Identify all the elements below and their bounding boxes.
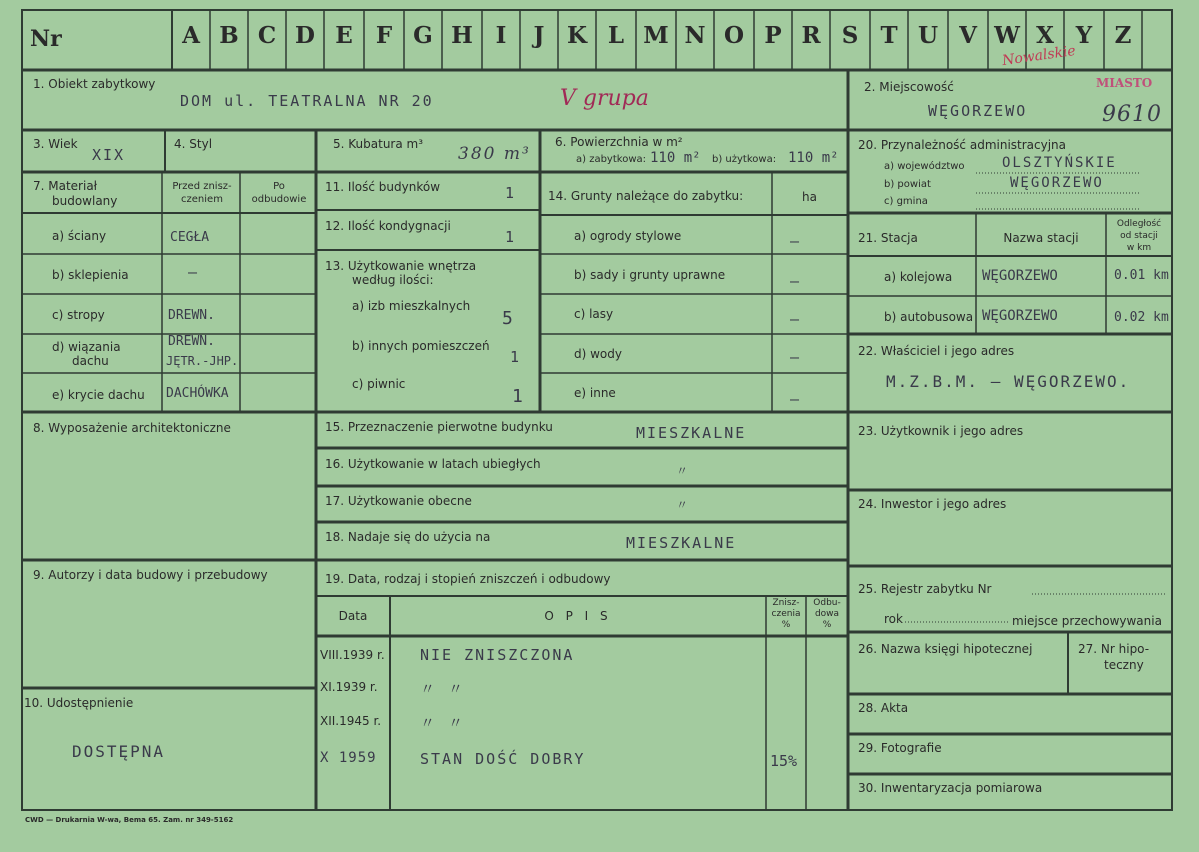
f13-c-value: 1 [512,386,525,407]
f21-a-name: WĘGORZEWO [982,268,1058,284]
f21-label: 21. Stacja [858,231,918,245]
f24-label: 24. Inwestor i jego adres [858,497,1007,511]
f14-c-dash: — [790,310,802,328]
f7-c-value: DREWN. [168,308,215,323]
index-letter: P [764,22,782,49]
index-letter: C [257,22,277,49]
f19-col-odbu-3: % [822,620,832,630]
f14-c-label: c) lasy [574,307,614,321]
f7-col1-2: czeniem [181,194,223,205]
f21-b-dist: 0.02 km [1114,310,1169,325]
f14-e-label: e) inne [574,386,616,400]
index-letter: Z [1114,22,1132,49]
f11-value: 1 [505,184,517,202]
index-letter: N [684,22,706,49]
f2-code: 9610 [1102,102,1162,127]
f7-b-label: b) sklepienia [52,268,129,282]
f25-label: 25. Rejestr zabytku Nr [858,582,992,596]
f21-a-dist: 0.01 km [1114,268,1169,283]
index-letter: M [643,22,669,49]
f14-b-dash: — [790,272,802,290]
history-date: XII.1945 r. [320,714,382,728]
f7-label-1: 7. Materiał [33,179,98,193]
f7-a-label: a) ściany [52,229,107,243]
f11-label: 11. Ilość budynków [325,180,441,194]
index-letter: E [335,22,353,49]
history-description: 〃 〃 [420,680,466,698]
f25-rok: rok [884,612,903,626]
f27-label-2: teczny [1104,658,1144,672]
f1-label: 1. Obiekt zabytkowy [33,77,156,91]
f17-label: 17. Użytkowanie obecne [325,494,472,508]
f7-label-2: budowlany [52,194,118,208]
f20-b-label: b) powiat [884,179,931,190]
f5-value: 380 m³ [458,144,531,164]
f19-col-data: Data [338,609,368,623]
history-date: X 1959 [320,750,377,766]
index-letter: B [219,22,239,49]
f28-label: 28. Akta [858,701,909,715]
f14-unit: ha [802,190,817,204]
index-letter: J [533,22,545,49]
index-letter: K [567,22,587,49]
history-description: STAN DOŚĆ DOBRY [420,750,586,768]
index-letter: S [841,22,859,49]
f19-label: 19. Data, rodzaj i stopień zniszczeń i odbudowy [325,572,611,586]
f14-d-label: d) wody [574,347,622,361]
f18-value: MIESZKALNE [626,534,737,552]
f21-col-dist-2: od stacji [1120,231,1158,241]
index-letter: Y [1075,22,1093,49]
f13-a-value: 5 [502,308,515,329]
f7-d-label-2: dachu [72,354,109,368]
nr-label: Nr [30,26,62,52]
f21-b-label: b) autobusowa [884,310,974,324]
f29-label: 29. Fotografie [858,741,942,755]
f8-label: 8. Wyposażenie architektoniczne [33,421,231,435]
f18-label: 18. Nadaje się do użycia na [325,530,491,544]
f19-col-odbu-2: dowa [814,609,840,619]
f15-value: MIESZKALNE [636,424,747,442]
f10-label: 10. Udostępnienie [24,696,134,710]
f21-col-dist-3: w km [1126,243,1152,253]
index-letter: H [451,22,473,49]
f7-e-value: DACHÓWKA [166,386,229,401]
f30-label: 30. Inwentaryzacja pomiarowa [858,781,1043,795]
f19-col-znisz-2: czenia [771,609,801,619]
f20-a-label: a) województwo [884,161,965,172]
f20-b-value: WĘGORZEWO [1010,175,1104,191]
f12-label: 12. Ilość kondygnacji [325,219,451,233]
f7-col2-2: odbudowie [251,194,307,205]
f2-label: 2. Miejscowość [864,80,954,94]
f12-value: 1 [505,228,517,246]
f17-value: 〃 [676,498,691,512]
f13-c-label: c) piwnic [352,377,406,391]
index-letter: O [723,22,745,49]
f19-col-opis: O P I S [544,609,612,623]
f14-d-dash: — [790,348,802,366]
index-letter: V [959,22,977,49]
stamp-nowalskie: Nowalskie [1001,42,1077,70]
f3-value: XIX [92,146,126,164]
f14-label: 14. Grunty należące do zabytku: [548,189,744,203]
history-description: 〃 〃 [420,714,466,732]
f9-label: 9. Autorzy i data budowy i przebudowy [33,568,268,582]
f1-value: DOM ul. TEATRALNA NR 20 [180,92,434,110]
f20-a-value: OLSZTYŃSKIE [1002,155,1117,171]
f27-label-1: 27. Nr hipo- [1078,642,1150,656]
index-letter: L [607,22,625,49]
history-date: VIII.1939 r. [320,648,385,662]
f4-label: 4. Styl [174,137,213,151]
f13-b-value: 1 [510,348,522,366]
index-letter: T [880,22,898,49]
f22-label: 22. Właściciel i jego adres [858,344,1015,358]
f7-a-value: CEGŁA [170,230,210,245]
f14-b-label: b) sady i grunty uprawne [574,268,726,282]
f26-label: 26. Nazwa księgi hipotecznej [858,642,1033,656]
f22-value: M.Z.B.M. — WĘGORZEWO. [886,372,1131,391]
index-letter: U [917,22,939,49]
f16-value: 〃 [676,464,691,478]
index-letter: G [413,22,433,49]
f6-a-value: 110 m² [650,150,701,166]
f7-d-value-1: DREWN. [168,334,215,349]
f7-b-value: — [188,263,200,281]
f10-value: DOSTĘPNA [72,742,166,761]
index-letter: I [495,22,507,49]
index-letter: F [375,22,393,49]
f5-label: 5. Kubatura m³ [333,137,424,151]
f7-col2-1: Po [273,181,285,192]
f20-c-label: c) gmina [884,196,928,207]
f19-col-znisz-1: Znisz- [772,598,800,608]
f19-col-odbu-1: Odbu- [813,598,841,608]
index-letter: X [1036,22,1054,49]
f21-col-name: Nazwa stacji [1003,231,1079,245]
history-damage-pct: 15% [770,752,798,770]
f13-a-label: a) izb mieszkalnych [352,299,471,313]
f21-col-dist-1: Odległość [1116,219,1162,229]
f6-b-value: 110 m² [788,150,839,166]
f20-label: 20. Przynależność administracyjna [858,138,1067,152]
f7-d-label-1: d) wiązania [52,340,121,354]
history-description: NIE ZNISZCZONA [420,646,575,664]
f13-label-1: 13. Użytkowanie wnętrza [325,259,477,273]
printer-footer: CWD — Drukarnia W-wa, Bema 65. Zam. nr 349-5162 [25,816,234,824]
f13-b-label: b) innych pomieszczeń [352,339,490,353]
index-letter: D [295,22,315,49]
f14-a-label: a) ogrody stylowe [574,229,682,243]
f7-e-label: e) krycie dachu [52,388,145,402]
f7-c-label: c) stropy [52,308,105,322]
f21-b-name: WĘGORZEWO [982,308,1058,324]
f19-col-znisz-3: % [781,620,791,630]
stamp-miasto: MIASTO [1096,76,1153,90]
f15-label: 15. Przeznaczenie pierwotne budynku [325,420,553,434]
f6-label: 6. Powierzchnia w m² [555,135,683,149]
index-letter: R [801,22,821,49]
f1-group: V grupa [560,86,649,111]
f13-label-2: według ilości: [352,273,434,287]
f6-b-label: b) użytkowa: [712,154,777,165]
f23-label: 23. Użytkownik i jego adres [858,424,1024,438]
f16-label: 16. Użytkowanie w latach ubiegłych [325,457,541,471]
f2-value: WĘGORZEWO [928,102,1028,120]
f14-e-dash: — [790,390,802,408]
f14-a-dash: — [790,232,802,250]
f3-label: 3. Wiek [33,137,78,151]
index-letter: A [182,22,200,49]
f21-a-label: a) kolejowa [884,270,953,284]
f6-a-label: a) zabytkowa: [576,154,646,165]
f7-col1-1: Przed znisz- [172,181,232,192]
history-date: XI.1939 r. [320,680,378,694]
index-letter: W [994,22,1020,49]
f7-d-value-2: JĘTR.-JHP. [166,354,239,368]
f25-miejsce: miejsce przechowywania [1012,614,1162,628]
